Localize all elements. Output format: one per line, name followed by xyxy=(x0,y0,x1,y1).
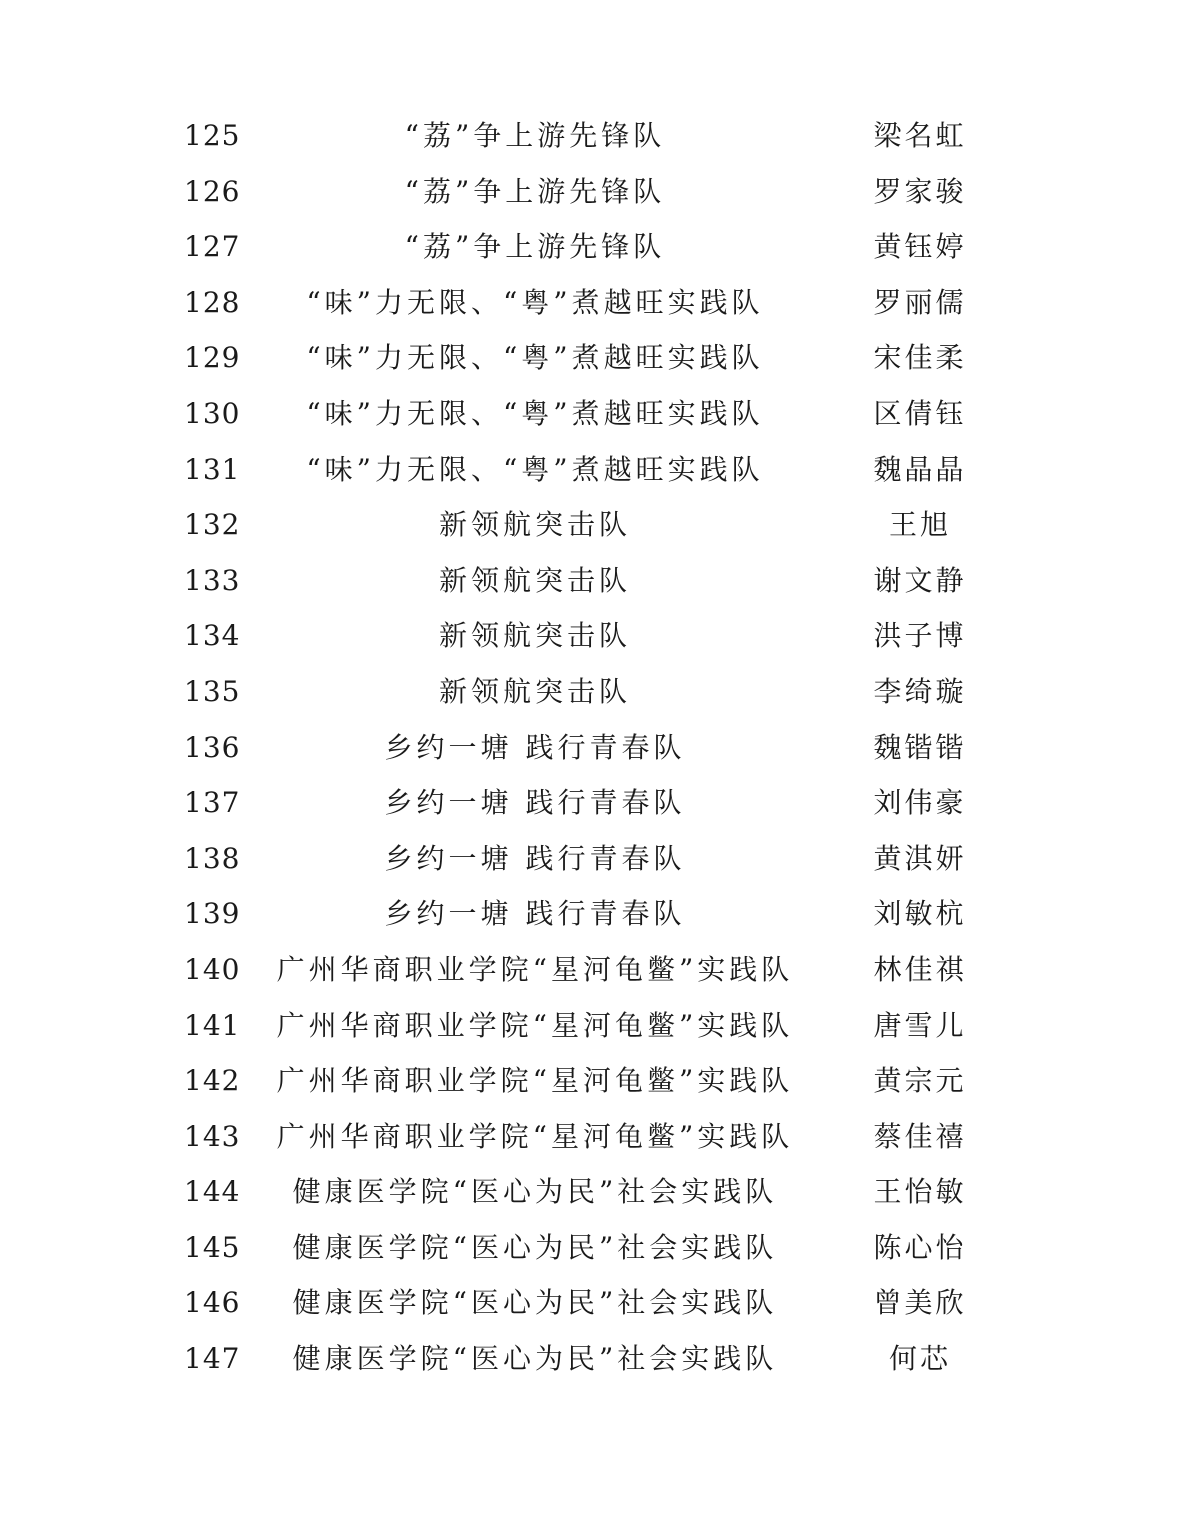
team-name: 乡约一塘 践行青春队 xyxy=(384,730,686,764)
row-number: 133 xyxy=(184,563,241,597)
table-row xyxy=(0,886,1179,942)
row-number: 143 xyxy=(184,1119,241,1153)
row-number: 145 xyxy=(184,1230,241,1264)
team-name: 健康医学院“医心为民”社会实践队 xyxy=(292,1342,778,1376)
table-row xyxy=(0,386,1179,442)
row-number: 132 xyxy=(184,508,241,542)
team-name: “味”力无限、“粤”煮越旺实践队 xyxy=(306,285,764,319)
member-name: 李绮璇 xyxy=(873,674,967,708)
team-name: 新领航突击队 xyxy=(438,619,631,653)
table-row xyxy=(0,831,1179,887)
row-number: 137 xyxy=(184,786,241,820)
table-row xyxy=(0,108,1179,164)
team-name: 广州华商职业学院“星河龟鳖”实践队 xyxy=(276,952,794,986)
table-row xyxy=(0,775,1179,831)
table-row xyxy=(0,497,1179,553)
row-number: 129 xyxy=(184,341,241,375)
row-number: 138 xyxy=(184,841,241,875)
row-number: 142 xyxy=(184,1064,241,1098)
member-name: 王怡敏 xyxy=(873,1175,967,1209)
row-number: 126 xyxy=(184,174,241,208)
row-number: 144 xyxy=(184,1175,241,1209)
team-name: 健康医学院“医心为民”社会实践队 xyxy=(292,1175,778,1209)
member-name: 洪子博 xyxy=(873,619,967,653)
row-number: 146 xyxy=(184,1286,241,1320)
team-name: 新领航突击队 xyxy=(438,563,631,597)
member-name: 黄钰婷 xyxy=(873,230,967,264)
team-name: “荔”争上游先锋队 xyxy=(404,119,666,152)
team-name: 健康医学院“医心为民”社会实践队 xyxy=(292,1230,778,1264)
table-row xyxy=(0,720,1179,776)
member-name: 魏锴锴 xyxy=(873,730,967,764)
table-row xyxy=(0,998,1179,1054)
member-name: 陈心怡 xyxy=(873,1230,967,1264)
row-number: 130 xyxy=(184,396,241,430)
team-name: 健康医学院“医心为民”社会实践队 xyxy=(292,1286,778,1320)
member-name: 林佳祺 xyxy=(873,952,967,986)
table-row xyxy=(0,553,1179,609)
member-name: 黄淇妍 xyxy=(873,841,967,875)
team-name: 乡约一塘 践行青春队 xyxy=(384,786,686,820)
team-name: 广州华商职业学院“星河龟鳖”实践队 xyxy=(276,1064,794,1098)
team-name: “荔”争上游先锋队 xyxy=(404,174,666,208)
row-number: 127 xyxy=(184,230,241,264)
member-name: 梁名虹 xyxy=(873,119,967,152)
table-row xyxy=(0,608,1179,664)
table-row xyxy=(0,219,1179,275)
member-name: 魏晶晶 xyxy=(873,452,967,486)
row-number: 141 xyxy=(184,1008,241,1042)
team-name: “味”力无限、“粤”煮越旺实践队 xyxy=(306,396,764,430)
member-name: 王旭 xyxy=(888,508,951,542)
table-row xyxy=(0,164,1179,220)
row-number: 131 xyxy=(184,452,241,486)
team-name: 新领航突击队 xyxy=(438,508,631,542)
table-row xyxy=(0,1164,1179,1220)
table-row xyxy=(0,1109,1179,1165)
roster-table xyxy=(0,108,1179,1387)
row-number: 136 xyxy=(184,730,241,764)
row-number: 125 xyxy=(184,119,241,152)
table-row xyxy=(0,942,1179,998)
team-name: “荔”争上游先锋队 xyxy=(404,230,666,264)
member-name: 黄宗元 xyxy=(873,1064,967,1098)
row-number: 134 xyxy=(184,619,241,653)
table-row xyxy=(0,664,1179,720)
member-name: 曾美欣 xyxy=(873,1286,967,1320)
table-row xyxy=(0,1275,1179,1331)
team-name: “味”力无限、“粤”煮越旺实践队 xyxy=(306,452,764,486)
member-name: 刘敏杭 xyxy=(873,897,967,931)
table-row xyxy=(0,1331,1179,1387)
member-name: 蔡佳禧 xyxy=(873,1119,967,1153)
team-name: 乡约一塘 践行青春队 xyxy=(384,897,686,931)
member-name: 唐雪儿 xyxy=(873,1008,967,1042)
row-number: 135 xyxy=(184,674,241,708)
row-number: 139 xyxy=(184,897,241,931)
table-row xyxy=(0,442,1179,498)
team-name: 广州华商职业学院“星河龟鳖”实践队 xyxy=(276,1008,794,1042)
member-name: 罗丽儒 xyxy=(873,285,967,319)
member-name: 何芯 xyxy=(888,1342,951,1376)
team-name: “味”力无限、“粤”煮越旺实践队 xyxy=(306,341,764,375)
table-row xyxy=(0,1220,1179,1276)
row-number: 128 xyxy=(184,285,241,319)
member-name: 罗家骏 xyxy=(873,174,967,208)
row-number: 147 xyxy=(184,1342,241,1376)
table-row xyxy=(0,330,1179,386)
row-number: 140 xyxy=(184,952,241,986)
team-name: 乡约一塘 践行青春队 xyxy=(384,841,686,875)
member-name: 谢文静 xyxy=(873,563,967,597)
table-row xyxy=(0,1053,1179,1109)
table-row xyxy=(0,275,1179,331)
member-name: 宋佳柔 xyxy=(873,341,967,375)
member-name: 区倩钰 xyxy=(873,396,967,430)
member-name: 刘伟豪 xyxy=(873,786,967,820)
team-name: 新领航突击队 xyxy=(438,674,631,708)
team-name: 广州华商职业学院“星河龟鳖”实践队 xyxy=(276,1119,794,1153)
